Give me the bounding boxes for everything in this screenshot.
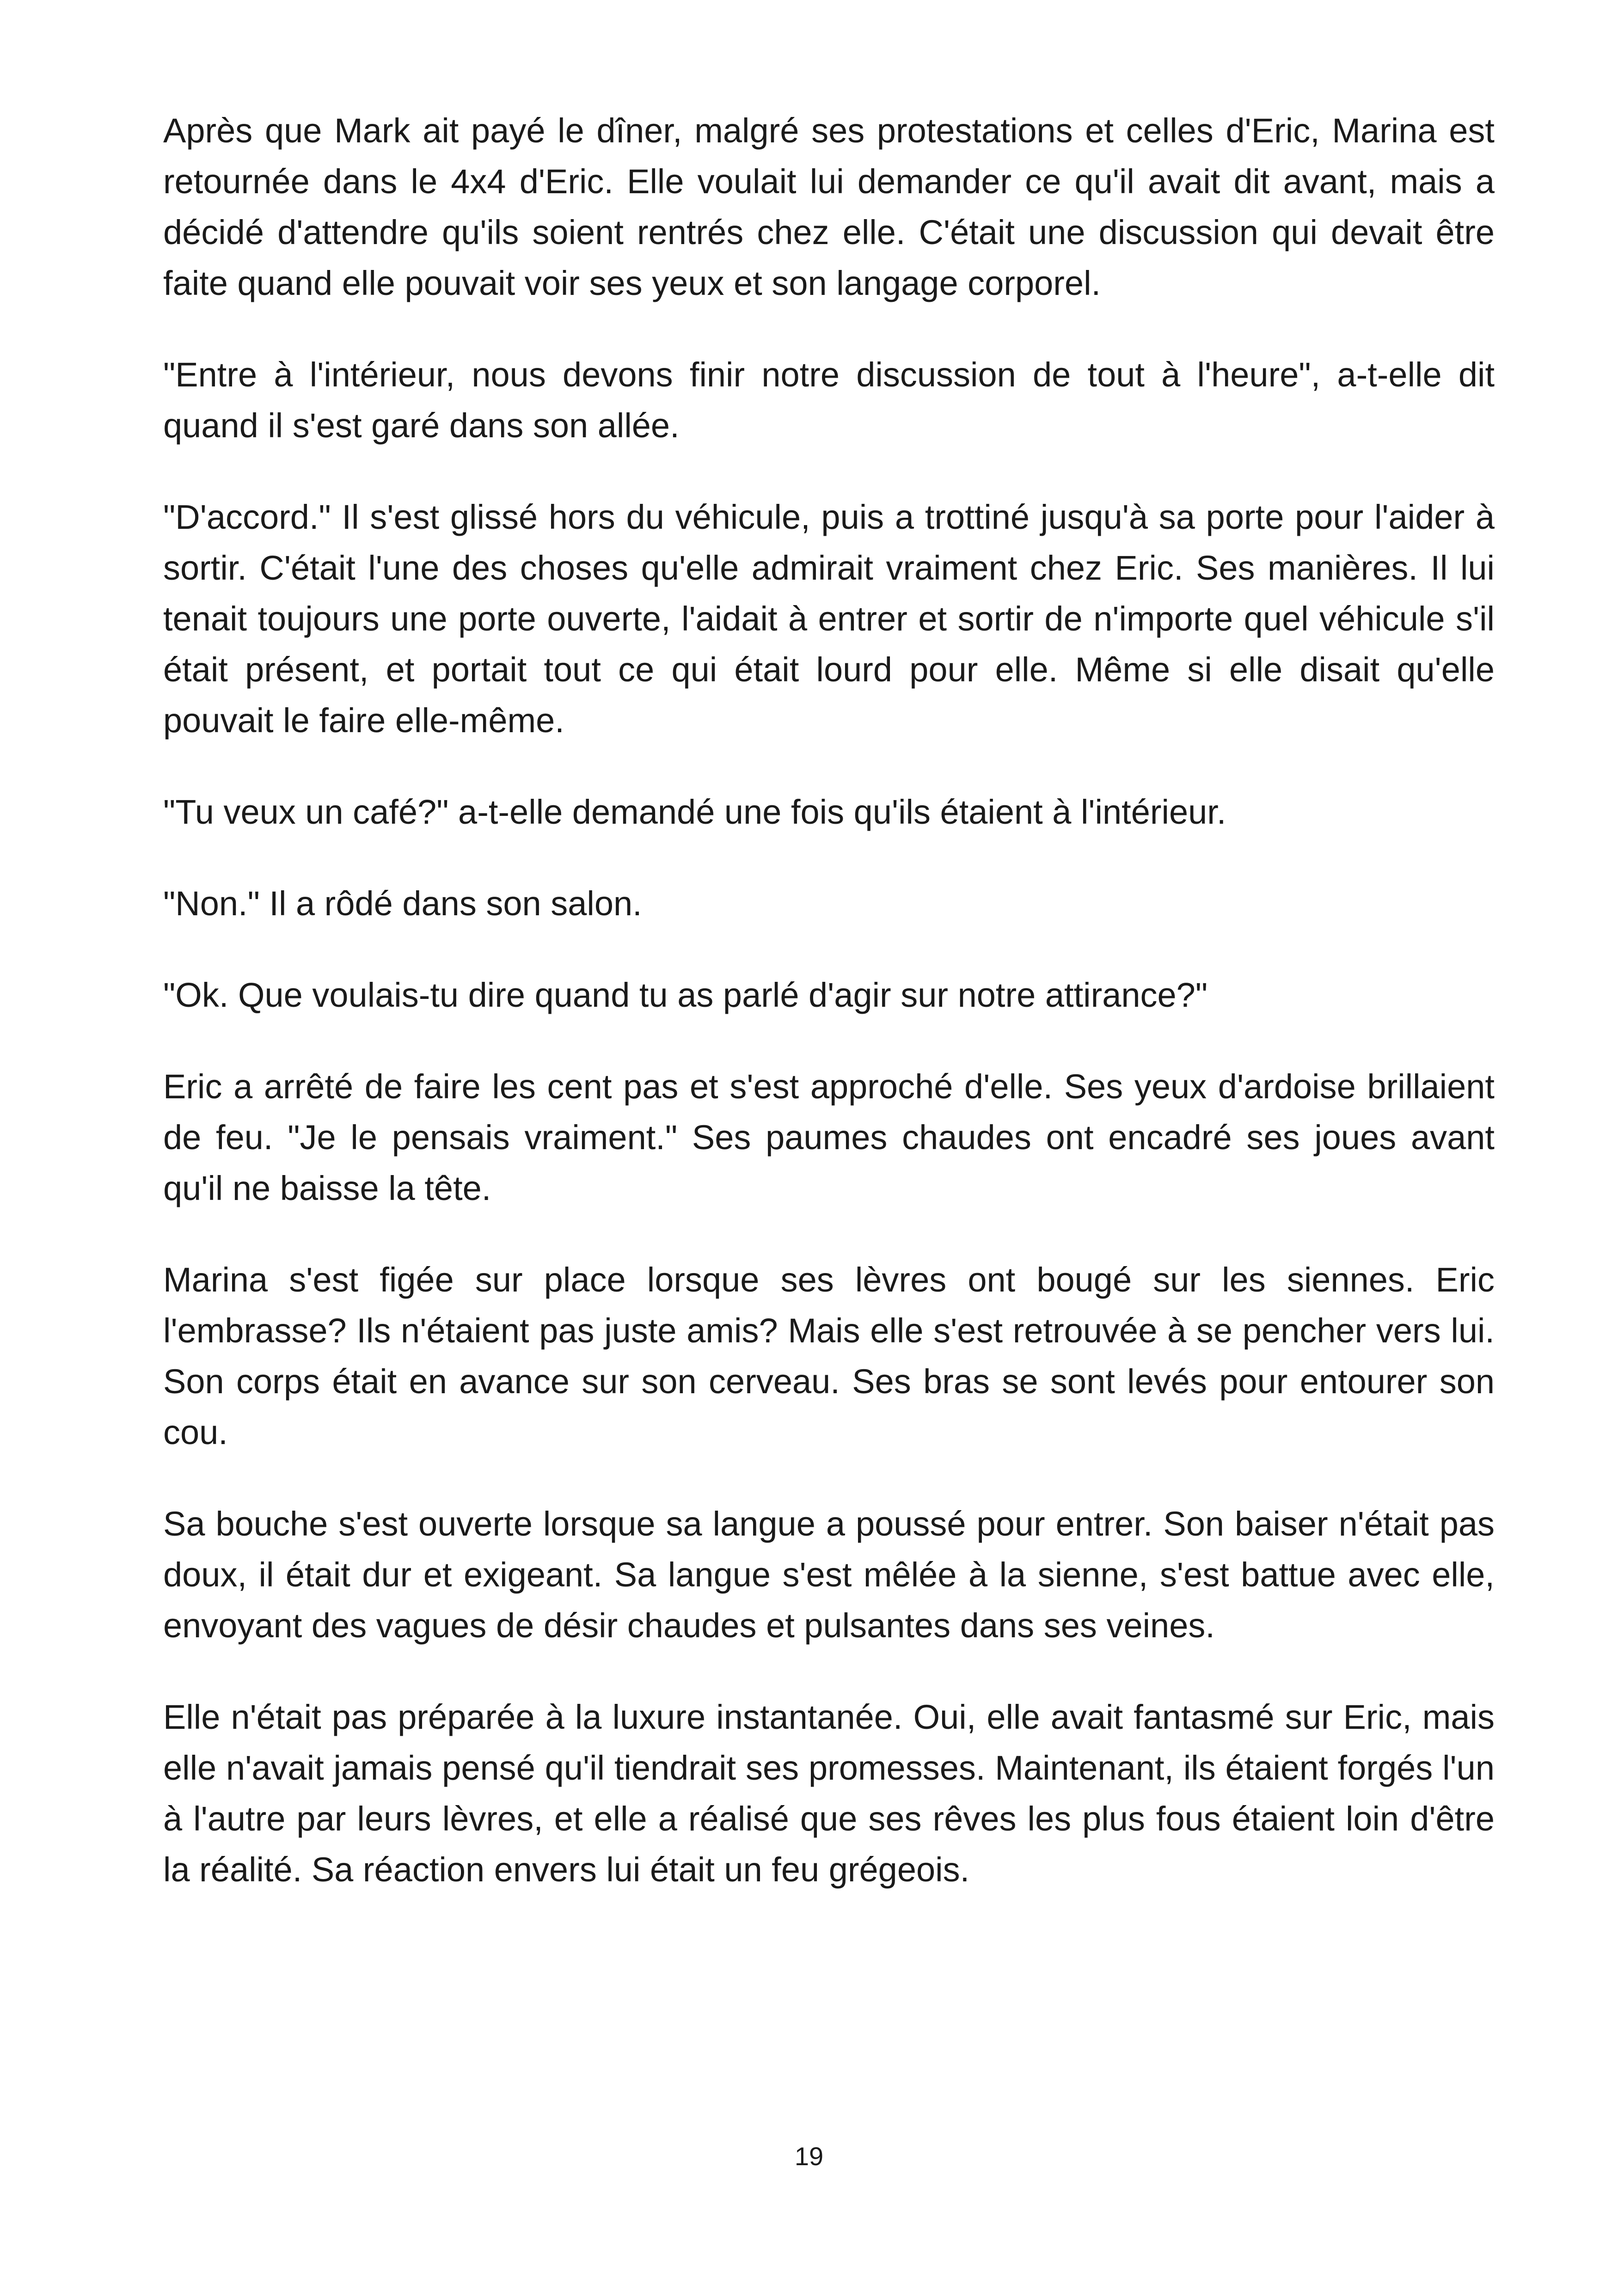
paragraph: "Tu veux un café?" a-t-elle demandé une fois qu'ils étaient à l'intérieur. — [163, 793, 1226, 831]
paragraph: "D'accord." Il s'est glissé hors du véhicule, puis a trottiné jusqu'à sa porte pour l'aider à sortir. C'était l'une des choses qu'elle admirait vraiment chez Eric. Ses manières. Il lui tenait toujours une porte ouverte, l'aidait à entrer et sortir de n'importe quel véhicule s'il était présent, et portait tout ce qui était lourd pour elle. Même si elle disait qu'elle pouvait le faire elle-même. — [163, 498, 1495, 740]
paragraph: "Entre à l'intérieur, nous devons finir notre discussion de tout à l'heure", a-t-elle dit quand il s'est garé dans son allée. — [163, 355, 1495, 445]
body-text — [163, 105, 1495, 1895]
paragraph: Eric a arrêté de faire les cent pas et s'est approché d'elle. Ses yeux d'ardoise brillaient de feu. "Je le pensais vraiment." Ses paumes chaudes ont encadré ses joues avant qu'il ne baisse la tête. — [163, 1067, 1495, 1207]
paragraph: Marina s'est figée sur place lorsque ses lèvres ont bougé sur les siennes. Eric l'embrasse? Ils n'étaient pas juste amis? Mais elle s'est retrouvée à se pencher vers lui. Son corps était en avance sur son cerveau. Ses bras se sont levés pour entourer son cou. — [163, 1261, 1495, 1451]
page-number: 19 — [794, 2142, 824, 2171]
paragraph: "Non." Il a rôdé dans son salon. — [163, 884, 642, 923]
paragraph: Après que Mark ait payé le dîner, malgré ses protestations et celles d'Eric, Marina est retournée dans le 4x4 d'Eric. Elle voulait lui demander ce qu'il avait dit avant, mais a décidé d'attendre qu'ils soient rentrés chez elle. C'était une discussion qui devait être faite quand elle pouvait voir ses yeux et son langage corporel. — [163, 111, 1495, 302]
paragraph: "Ok. Que voulais-tu dire quand tu as parlé d'agir sur notre attirance?" — [163, 976, 1208, 1014]
paragraph: Sa bouche s'est ouverte lorsque sa langue a poussé pour entrer. Son baiser n'était pas doux, il était dur et exigeant. Sa langue s'est mêlée à la sienne, s'est battue avec elle, envoyant des vagues de désir chaudes et pulsantes dans ses veines. — [163, 1505, 1495, 1645]
paragraph: Elle n'était pas préparée à la luxure instantanée. Oui, elle avait fantasmé sur Eric, mais elle n'avait jamais pensé qu'il tiendrait ses promesses. Maintenant, ils étaient forgés l'un à l'autre par leurs lèvres, et elle a réalisé que ses rêves les plus fous étaient loin d'être la réalité. Sa réaction envers lui était un feu grégeois. — [163, 1698, 1495, 1889]
